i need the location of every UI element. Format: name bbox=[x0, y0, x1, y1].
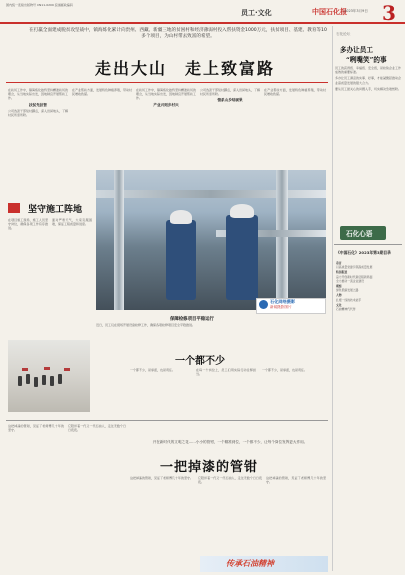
lead-column-2 bbox=[72, 88, 132, 168]
divider bbox=[6, 420, 328, 421]
sidebar-headline-line-1: 多办让员工 bbox=[340, 46, 373, 54]
paragraph: 在产业帮扶方面，发展特色种植养殖，带动村民增收致富。 bbox=[72, 88, 132, 97]
story-four-left-column bbox=[8, 424, 64, 554]
masthead-small-header: 国内统一连续出版物号 CN11-0209 投递邮政编码 bbox=[6, 3, 73, 7]
sidebar-body bbox=[335, 66, 401, 226]
story-four-headline: 一把掉漆的管钳 bbox=[160, 460, 259, 475]
section-two-column-1 bbox=[8, 218, 48, 333]
logo-line-1: 石化网络摄影 bbox=[270, 299, 296, 304]
banner-text: 传承石油精神 bbox=[226, 558, 274, 568]
lead-column-3 bbox=[136, 88, 196, 168]
paragraph: 在产业帮扶方面，发展特色种植养殖，带动村民增收致富。 bbox=[264, 88, 326, 97]
story-four-column-2 bbox=[198, 476, 262, 552]
subhead: 产业兴则乡村兴 bbox=[153, 102, 179, 107]
toc-list bbox=[336, 260, 402, 311]
story-four-column-1 bbox=[130, 476, 194, 552]
paragraph: 它陪伴着一代又一代石油人，走过无数个日日夜夜。 bbox=[68, 424, 126, 433]
paragraph: 在扶贫工作中，镇海炼化始终坚持精准扶贫的理念，从当地实际出发，因地制宜开展帮扶工作。 bbox=[8, 88, 68, 101]
lead-column-4 bbox=[200, 88, 260, 168]
lead-intro: 在打赢全面建成脱贫攻坚战中，镇海炼化累计向贵州、西藏、新疆三地的贫困村和经济薄弱村投入帮扶资金1000万元，扶贫项目、基建、教育等10多个项目，为山村带去致富的希望。 bbox=[29, 28, 327, 40]
story-three-column-1 bbox=[130, 368, 190, 416]
lead-column-1 bbox=[8, 88, 68, 194]
sidebar-stamp-text: 石化心语 bbox=[346, 230, 373, 238]
paragraph: 这把掉漆的管钳，见证了老师傅几十年的坚守。 bbox=[130, 476, 194, 480]
paragraph: 在项目施工现场，施工人员坚守岗位，确保各项工作有序推进。 bbox=[8, 218, 48, 231]
paragraph: 它陪伴着一代又一代石油人，走过无数个日日夜夜。 bbox=[198, 476, 262, 485]
section-two-title: 坚守施工阵地 bbox=[28, 205, 83, 215]
toc-heading: 《中国石化》2023年第3期目录 bbox=[336, 250, 391, 255]
paragraph: 多办让员工满意的实事、好事，才能凝聚起推动企业高质量发展的强大合力。 bbox=[335, 76, 401, 85]
paragraph: 一个都不少，是承诺，也是责任。 bbox=[262, 368, 308, 372]
toc-item[interactable]: 石油精神代代传 bbox=[336, 307, 356, 312]
worksite-photo bbox=[96, 170, 326, 310]
paragraph: 公司选派干部驻村蹲点，深入田间地头，了解村民所需所盼。 bbox=[200, 88, 260, 97]
paragraph: 在扶贫工作中，镇海炼化始终坚持精准扶贫的理念，从当地实际出发，因地制宜开展帮扶工作。 bbox=[136, 88, 196, 101]
subhead: 扶贫先扶智 bbox=[29, 102, 47, 107]
paragraph: 员工的获得感、幸福感、安全感，是检验企业工作成效的重要标准。 bbox=[335, 66, 401, 75]
paragraph: 在每一个岗位上，员工们用实际行动诠释担当。 bbox=[196, 368, 256, 377]
lead-column-5 bbox=[264, 88, 326, 168]
section-tag: 员工·文化 bbox=[241, 9, 272, 17]
lead-headline: 走出大山 走上致富路 bbox=[95, 59, 276, 78]
toc-item[interactable]: 奋力开创新时代新征程新局面 bbox=[336, 274, 373, 279]
subhead: 情系山乡结硕果 bbox=[217, 98, 243, 103]
paper-name: 中国石化报 bbox=[312, 7, 347, 16]
section-marker bbox=[8, 203, 20, 213]
toc-item[interactable]: 绿色低碳发展之路 bbox=[336, 288, 359, 293]
toc-group: 文化 bbox=[336, 302, 342, 307]
issue-date: 2023年3月9日 bbox=[344, 9, 368, 13]
paragraph: 面对严寒天气，大家克服困难，保证工程质量和进度。 bbox=[52, 218, 92, 227]
paragraph: 要从员工最关心的问题入手，切实解决急难愁盼。 bbox=[335, 86, 401, 91]
story-three-headline: 一个都不少 bbox=[175, 356, 225, 367]
logo-icon bbox=[259, 300, 268, 309]
story-four-intro: 开在新时代的文明之花……小小的管钳，一个精准到位，一个都不少，让每个岗位发挥更大作用。 bbox=[152, 440, 308, 444]
toc-item[interactable]: 以高质量党建引领高质量发展 bbox=[336, 265, 373, 270]
story-four-left-column-2 bbox=[68, 424, 126, 554]
logo-line-2: 新闻摄影图片 bbox=[270, 305, 292, 309]
paragraph: 一个都不少，是承诺，也是责任。 bbox=[130, 368, 176, 372]
photo-caption-title: 保障检修项目平稳运行 bbox=[170, 317, 214, 322]
story-three-column-3 bbox=[262, 368, 326, 416]
toc-item[interactable]: 扎根一线的技术能手 bbox=[336, 297, 362, 302]
toc-group: 卷首 bbox=[336, 261, 342, 265]
toc-item[interactable]: 全力推动一流企业建设 bbox=[336, 278, 364, 283]
toc-group: 人物 bbox=[336, 293, 342, 298]
toc-group: 观察 bbox=[336, 284, 342, 289]
story-three-column-2 bbox=[196, 368, 256, 416]
sidebar-tag: 石化论坛 bbox=[336, 32, 351, 36]
story-four-column-3 bbox=[266, 476, 326, 552]
page-number: 3 bbox=[382, 1, 396, 25]
toc-group: 特别报道 bbox=[336, 270, 348, 275]
section-two-column-2 bbox=[52, 218, 92, 333]
paragraph: 这把掉漆的管钳，见证了老师傅几十年的坚守。 bbox=[8, 424, 64, 433]
divider bbox=[334, 244, 402, 245]
photo-caption: 近日，员工们在现场开展设备检修工作，确保各项检修项目安全平稳推进。 bbox=[96, 323, 196, 327]
divider bbox=[6, 82, 328, 83]
team-photo bbox=[8, 340, 90, 412]
sidebar-headline-line-2: “咧嘴笑”的事 bbox=[346, 56, 387, 64]
paragraph: 这把掉漆的管钳，见证了老师傅几十年的坚守。 bbox=[266, 476, 326, 485]
paragraph: 公司选派干部驻村蹲点，深入田间地头，了解村民所需所盼。 bbox=[8, 108, 68, 118]
